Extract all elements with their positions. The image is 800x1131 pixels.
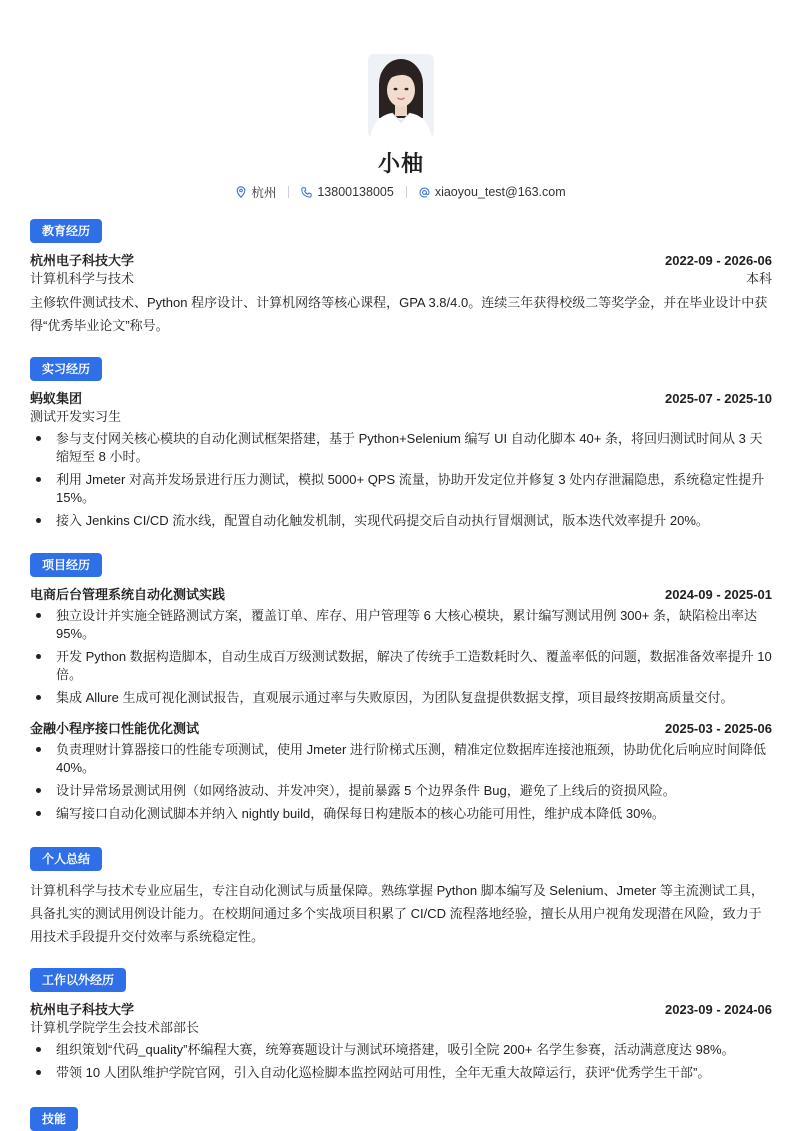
location-pin-icon xyxy=(236,186,246,198)
section-title-summary: 个人总结 xyxy=(30,847,102,871)
project-dates: 2025-03 - 2025-06 xyxy=(665,721,772,736)
project-name: 电商后台管理系统自动化测试实践 xyxy=(30,587,226,602)
skills-section xyxy=(30,1107,772,1131)
contact-email[interactable] xyxy=(419,185,566,199)
list-item: 接入 Jenkins CI/CD 流水线，配置自动化触发机制，实现代码提交后自动执行冒烟测试，版本迭代效率提升 20%。 xyxy=(30,512,772,530)
section-title-education: 教育经历 xyxy=(30,219,102,243)
phone-icon xyxy=(301,187,312,198)
internship-bullets xyxy=(30,430,772,530)
internship-section xyxy=(30,357,772,535)
candidate-name: 小柚 xyxy=(377,151,424,176)
section-title-projects: 项目经历 xyxy=(30,553,102,577)
list-item: 独立设计并实施全链路测试方案，覆盖订单、库存、用户管理等 6 大核心模块，累计编写测试用例 300+ 条，缺陷检出率达 95%。 xyxy=(30,607,772,643)
summary-section xyxy=(30,847,772,948)
at-sign-icon xyxy=(419,187,430,198)
internship-header-row xyxy=(30,390,772,408)
project-header-row xyxy=(30,586,772,604)
phone-text: 13800138005 xyxy=(317,185,394,199)
org-name: 杭州电子科技大学 xyxy=(30,1002,135,1017)
contact-divider xyxy=(406,186,407,198)
profile-photo xyxy=(368,54,434,138)
project-header-row xyxy=(30,720,772,738)
contact-bar xyxy=(30,183,772,201)
internship-dates: 2025-07 - 2025-10 xyxy=(665,391,772,406)
contact-location xyxy=(236,183,276,201)
summary-text: 计算机科学与技术专业应届生，专注自动化测试与质量保障。熟练掌握 Python 脚本编写及 Selenium、Jmeter 等主流测试工具，具备扎实的测试用例设计能力。在校期间通过多个实战项目积累了 CI/CD 流程落地经验，擅长从用户视角发现潜在风险，致力于用技术手段提升交付效率与系统稳定性。 xyxy=(30,883,764,944)
internship-role xyxy=(30,408,772,426)
contact-divider xyxy=(288,186,289,198)
project-dates: 2024-09 - 2025-01 xyxy=(665,587,772,602)
project-bullets xyxy=(30,741,772,823)
list-item: 利用 Jmeter 对高并发场景进行压力测试，模拟 5000+ QPS 流量，协助开发定位并修复 3 处内存泄漏隐患，系统稳定性提升 15%。 xyxy=(30,471,772,507)
list-item: 负责理财计算器接口的性能专项测试，使用 Jmeter 进行阶梯式压测，精准定位数据库连接池瓶颈，协助优化后响应时间降低 40%。 xyxy=(30,741,772,777)
extra-dates: 2023-09 - 2024-06 xyxy=(665,1002,772,1017)
section-title-extra: 工作以外经历 xyxy=(30,968,126,992)
education-section xyxy=(30,219,772,337)
section-title-skills: 技能 xyxy=(30,1107,78,1131)
list-item: 编写接口自动化测试脚本并纳入 nightly build，确保每日构建版本的核心功能可用性，维护成本降低 30%。 xyxy=(30,805,772,823)
extra-section xyxy=(30,968,772,1087)
education-sub-row xyxy=(30,270,772,288)
company-name: 蚂蚁集团 xyxy=(30,391,83,406)
section-title-internship: 实习经历 xyxy=(30,357,102,381)
education-description: 主修软件测试技术、Python 程序设计、计算机网络等核心课程，GPA 3.8/4.0。连续三年获得校级二等奖学金，并在毕业设计中获得“优秀毕业论文”称号。 xyxy=(30,295,768,333)
contact-phone xyxy=(301,185,393,199)
role-name: 计算机学院学生会技术部部长 xyxy=(30,1020,200,1035)
location-text: 杭州 xyxy=(251,186,277,200)
education-header-row xyxy=(30,252,772,270)
list-item: 组织策划“代码_quality”杯编程大赛，统筹赛题设计与测试环境搭建，吸引全院 200+ 名学生参赛，活动满意度达 98%。 xyxy=(30,1041,772,1059)
extra-role xyxy=(30,1019,772,1037)
list-item: 带领 10 人团队维护学院官网，引入自动化巡检脚本监控网站可用性，全年无重大故障运行，获评“优秀学生干部”。 xyxy=(30,1064,772,1082)
list-item: 集成 Allure 生成可视化测试报告，直观展示通过率与失败原因，为团队复盘提供数据支撑，项目最终按期高质量交付。 xyxy=(30,689,772,707)
project-bullets xyxy=(30,607,772,707)
email-text[interactable]: xiaoyou_test@163.com xyxy=(434,185,566,199)
extra-header-row xyxy=(30,1001,772,1019)
extra-bullets xyxy=(30,1041,772,1082)
list-item: 开发 Python 数据构造脚本，自动生成百万级测试数据，解决了传统手工造数耗时久、覆盖率低的问题，数据准备效率提升 10 倍。 xyxy=(30,648,772,684)
major-name: 计算机科学与技术 xyxy=(30,271,135,286)
education-dates: 2022-09 - 2026-06 xyxy=(665,253,772,268)
role-name: 测试开发实习生 xyxy=(30,409,122,424)
project-name: 金融小程序接口性能优化测试 xyxy=(30,721,200,736)
degree-name: 本科 xyxy=(745,271,772,286)
list-item: 设计异常场景测试用例（如网络波动、并发冲突），提前暴露 5 个边界条件 Bug，避免了上线后的资损风险。 xyxy=(30,782,772,800)
school-name: 杭州电子科技大学 xyxy=(30,253,135,268)
list-item: 参与支付网关核心模块的自动化测试框架搭建，基于 Python+Selenium 编写 UI 自动化脚本 40+ 条，将回归测试时间从 3 天缩短至 8 小时。 xyxy=(30,430,772,466)
projects-section xyxy=(30,553,772,828)
